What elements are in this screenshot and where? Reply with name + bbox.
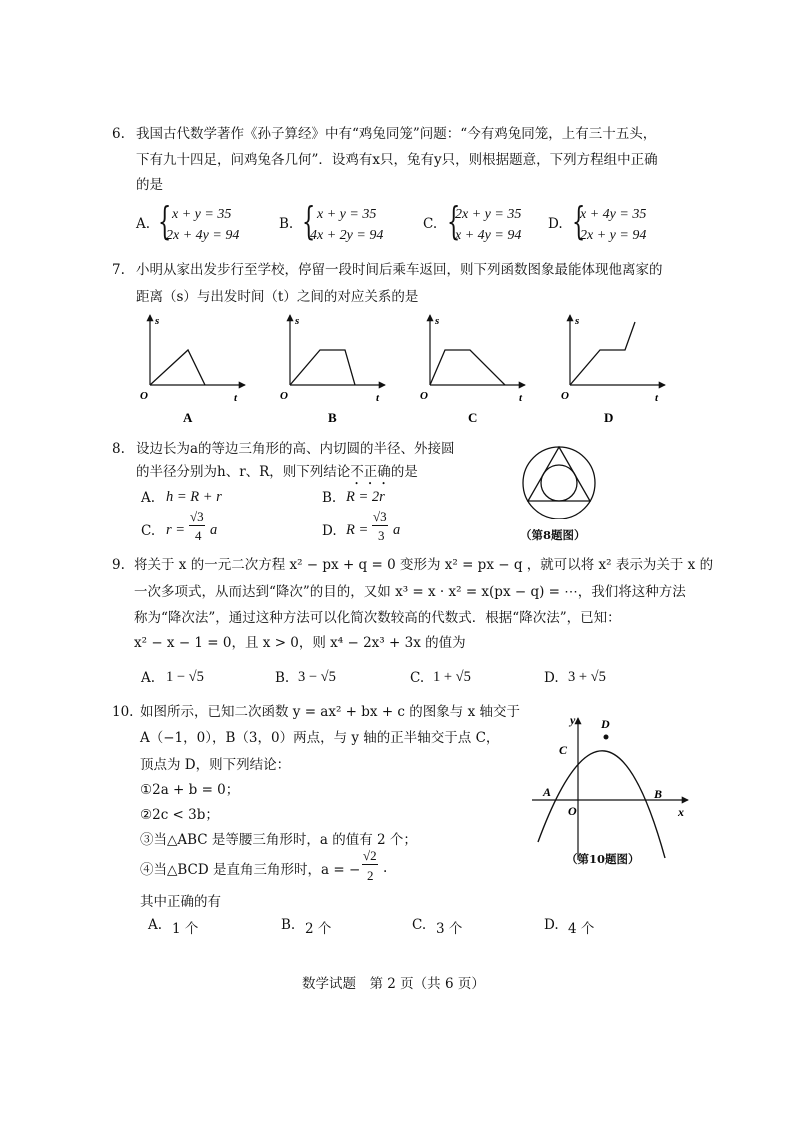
option-label: A.: [148, 917, 163, 933]
option-variable: a: [393, 522, 401, 538]
option-variable: a: [210, 522, 218, 538]
emphasized-word: 不正确: [350, 464, 391, 480]
graph-b-curve: [290, 350, 355, 385]
option-formula: r =: [166, 522, 186, 538]
option-formula: h = R + r: [166, 489, 222, 505]
axis-s-label: s: [295, 315, 300, 327]
equation: 2x + y = 94: [580, 228, 647, 243]
brace-icon: {: [302, 199, 316, 243]
graph-label: A: [183, 410, 193, 425]
question-number: 9.: [112, 557, 125, 573]
option-label: D.: [322, 523, 337, 539]
question-text: 下有九十四足，问鸡兔各几何”．设鸡有x只，兔有y只，则根据题意，下列方程组中正确: [136, 152, 658, 168]
question-text: 称为“降次法”，通过这种方法可以化简次数较高的代数式．根据“降次法”，已知：: [134, 610, 621, 626]
graph-d-curve: [570, 322, 635, 385]
option-label: C.: [141, 523, 156, 539]
graph-a-curve: [150, 350, 205, 385]
option-text: 3 个: [436, 921, 463, 937]
option-label: C.: [410, 670, 425, 686]
origin-label: O: [280, 390, 288, 402]
option-label: A.: [141, 670, 156, 686]
option-formula: 1 + √5: [433, 669, 471, 685]
axis-t-label: t: [519, 392, 523, 404]
question-text: 的半径分别为h、r、R，则下列结论不正确的是: [136, 464, 418, 480]
fraction-numerator: √2: [363, 848, 377, 863]
brace-icon: {: [572, 199, 586, 243]
option-text: 2 个: [305, 921, 332, 937]
graph-d: [561, 315, 665, 404]
question-number: 10.: [112, 704, 134, 720]
conclusion-item: ②2c < 3b；: [140, 807, 219, 823]
option-label: A.: [136, 216, 151, 232]
equation: x + 4y = 35: [580, 207, 647, 222]
option-formula: R =: [346, 522, 369, 538]
option-label: B.: [281, 917, 296, 933]
axis-y-label: y: [570, 713, 576, 727]
question-text: 顶点为 D，则下列结论：: [140, 757, 291, 773]
option-label: B.: [322, 490, 337, 506]
equilateral-triangle: [528, 447, 590, 501]
fraction-denominator: 3: [378, 528, 385, 543]
option-formula: 3 + √5: [568, 669, 606, 685]
figure-caption: （第10题图）: [566, 852, 640, 866]
equation: 4x + 2y = 94: [310, 228, 384, 243]
fraction-numerator: √3: [373, 509, 387, 524]
equation: x + y = 35: [172, 207, 232, 222]
option-formula: 3 − √5: [298, 669, 336, 685]
question-number: 6.: [112, 126, 125, 142]
circumscribed-circle: [523, 447, 595, 519]
graph-c-curve: [430, 350, 505, 385]
brace-icon: {: [158, 199, 172, 243]
axis-s-label: s: [435, 315, 440, 327]
fraction-numerator: √3: [190, 509, 204, 524]
origin-label: O: [140, 390, 148, 402]
axis-t-label: t: [655, 392, 659, 404]
graph-a: [140, 315, 245, 404]
graph-label: C: [468, 410, 478, 425]
figure-caption: （第8题图）: [520, 528, 586, 542]
graph-label: D: [604, 410, 614, 425]
conclusion-item: ④当△BCD 是直角三角形时，a = −: [140, 862, 361, 878]
option-label: D.: [548, 216, 563, 232]
graph-b: [280, 315, 385, 404]
parabola: [538, 751, 665, 858]
question-number: 8.: [112, 441, 125, 457]
equation: 2x + y = 35: [455, 207, 522, 222]
question-text: 如图所示，已知二次函数 y = ax² + bx + c 的图象与 x 轴交于: [140, 704, 520, 720]
option-label: A.: [141, 490, 156, 506]
conclusion-item: ①2a + b = 0；: [140, 782, 240, 798]
point-c-label: C: [559, 743, 568, 757]
question-number: 7.: [112, 262, 125, 278]
origin-label: O: [568, 804, 577, 818]
axis-t-label: t: [376, 392, 380, 404]
option-label: C.: [412, 917, 427, 933]
origin-label: O: [420, 390, 428, 402]
axis-s-label: s: [575, 315, 580, 327]
equation: 2x + 4y = 94: [166, 228, 240, 243]
question-text: 将关于 x 的一元二次方程 x² − px + q = 0 变形为 x² = px − q ，就可以将 x² 表示为关于 x 的: [134, 557, 714, 573]
point-d-label: D: [601, 717, 610, 731]
option-formula: 1 − √5: [166, 669, 204, 685]
vertex-point: [604, 735, 609, 740]
page-footer: 数学试题 第 2 页（共 6 页）: [302, 976, 485, 992]
option-text: 4 个: [568, 921, 595, 937]
option-formula: R = 2r: [346, 489, 385, 505]
point-a-label: A: [543, 785, 552, 799]
question-text: 其中正确的有: [140, 894, 221, 910]
question-text: 我国古代数学著作《孙子算经》中有“鸡兔同笼”问题：“今有鸡兔同笼，上有三十五头，: [136, 126, 657, 142]
brace-icon: {: [447, 199, 461, 243]
q7-graphs: [0, 310, 793, 430]
question-text: 小明从家出发步行至学校，停留一段时间后乘车返回，则下列函数图象最能体现他离家的: [136, 262, 663, 278]
period: .: [383, 860, 388, 876]
option-label: B.: [279, 216, 294, 232]
graph-c: [420, 315, 525, 404]
question-text: 一次多项式，从而达到“降次”的目的，又如 x³ = x · x² = x(px − q) = ⋯，我们将这种方法: [134, 584, 686, 600]
conclusion-item: ③当△ABC 是等腰三角形时，a 的值有 2 个；: [140, 832, 417, 848]
origin-label: O: [561, 390, 569, 402]
equation: x + 4y = 94: [455, 228, 522, 243]
graph-label: B: [328, 410, 337, 425]
q10-figure: [530, 710, 700, 870]
axis-s-label: s: [155, 315, 160, 327]
axis-t-label: t: [234, 392, 238, 404]
inscribed-circle: [541, 465, 577, 501]
option-label: D.: [544, 670, 559, 686]
q8-figure: [504, 439, 614, 519]
option-label: C.: [423, 216, 438, 232]
option-label: B.: [275, 670, 290, 686]
question-text: x² − x − 1 = 0，且 x > 0，则 x⁴ − 2x³ + 3x 的值为: [134, 635, 466, 651]
question-text: 设边长为a的等边三角形的高、内切圆的半径、外接圆: [136, 441, 455, 457]
option-label: D.: [544, 917, 559, 933]
fraction-denominator: 2: [367, 868, 374, 883]
option-text: 1 个: [172, 921, 199, 937]
question-text: A（−1，0），B（3，0）两点，与 y 轴的正半轴交于点 C，: [140, 730, 500, 746]
question-text: 距离（s）与出发时间（t）之间的对应关系的是: [136, 289, 419, 305]
equation: x + y = 35: [317, 207, 377, 222]
point-b-label: B: [654, 787, 663, 801]
axis-x-label: x: [678, 805, 684, 819]
question-text: 的是: [136, 177, 163, 193]
fraction-denominator: 4: [195, 528, 202, 543]
